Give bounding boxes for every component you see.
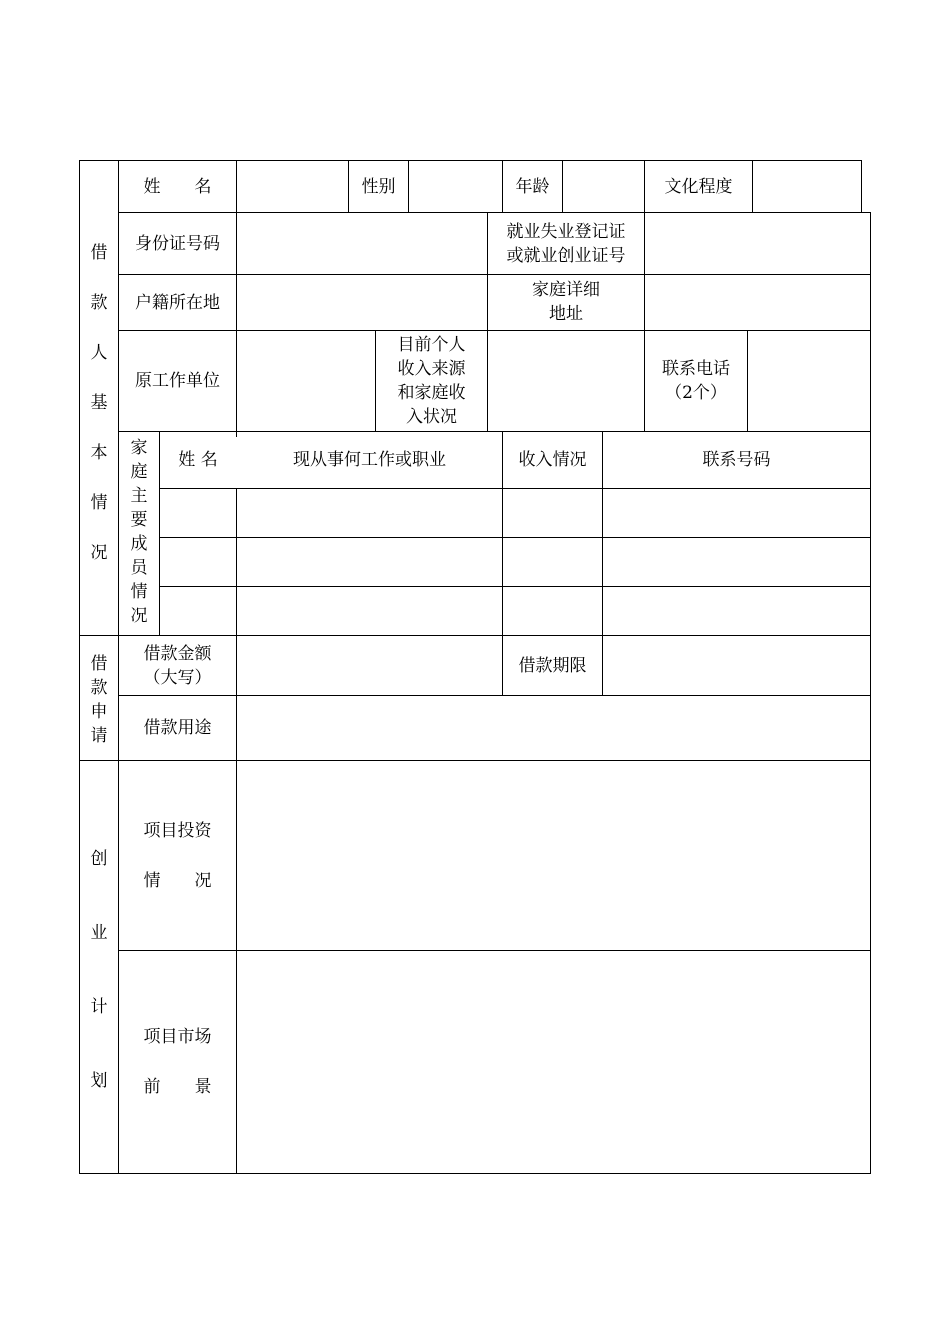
income-source-field[interactable] [488, 331, 644, 431]
employment-cert-field[interactable] [645, 213, 870, 274]
name-label: 姓 名 [143, 176, 212, 197]
project-investment-label: 项目投资 情 况 [143, 820, 212, 891]
employment-cert-label: 就业失业登记证 或就业创业证号 [506, 221, 626, 266]
member-income-header: 收入情况 [518, 450, 587, 470]
loan-amount-field[interactable] [237, 636, 502, 695]
loan-purpose-label: 借款用途 [143, 718, 212, 738]
member-occupation-header: 现从事何工作或职业 [293, 450, 446, 470]
id-number-label: 身份证号码 [135, 233, 220, 254]
loan-amount-label: 借款金额 （大写） [143, 643, 212, 688]
loan-purpose-field[interactable] [237, 696, 870, 760]
age-label: 年龄 [515, 176, 550, 197]
rule [79, 1173, 871, 1174]
family-member-row[interactable] [160, 538, 870, 586]
section-label-loan-apply: 借 款 申 请 [90, 654, 108, 746]
home-address-field[interactable] [645, 275, 870, 330]
income-source-label: 目前个人 收入来源 和家庭收 入状况 [397, 335, 466, 427]
phone-field[interactable] [748, 331, 870, 431]
member-name-header: 姓 名 [178, 450, 218, 470]
former-employer-label: 原工作单位 [135, 371, 220, 391]
project-market-field[interactable] [237, 951, 870, 1173]
id-number-field[interactable] [237, 213, 487, 274]
member-phone-header: 联系号码 [702, 450, 771, 470]
loan-term-field[interactable] [603, 636, 870, 695]
loan-term-label: 借款期限 [518, 655, 587, 676]
rule [870, 212, 871, 1174]
rule [79, 160, 80, 1174]
gender-field[interactable] [409, 161, 502, 212]
name-field[interactable] [237, 161, 348, 212]
gender-label: 性别 [361, 176, 396, 197]
phone-label: 联系电话 （2个） [662, 359, 730, 403]
project-market-label: 项目市场 前 景 [143, 1027, 212, 1097]
household-registration-field[interactable] [237, 275, 487, 330]
education-label: 文化程度 [664, 176, 733, 197]
family-member-row[interactable] [160, 489, 870, 537]
former-employer-field[interactable] [237, 331, 375, 431]
family-members-label: 家 庭 主 要 成 员 情 况 [130, 438, 148, 626]
project-investment-field[interactable] [237, 761, 870, 950]
section-label-startup-plan: 创 业 计 划 [90, 849, 108, 1091]
household-registration-label: 户籍所在地 [135, 292, 220, 313]
home-address-label: 家庭详细 地址 [532, 280, 600, 324]
rule [861, 160, 862, 213]
family-member-row[interactable] [160, 587, 870, 635]
section-label-basic-info: 借 款 人 基 本 情 况 [90, 243, 108, 563]
age-field[interactable] [563, 161, 644, 212]
education-field[interactable] [753, 161, 861, 212]
